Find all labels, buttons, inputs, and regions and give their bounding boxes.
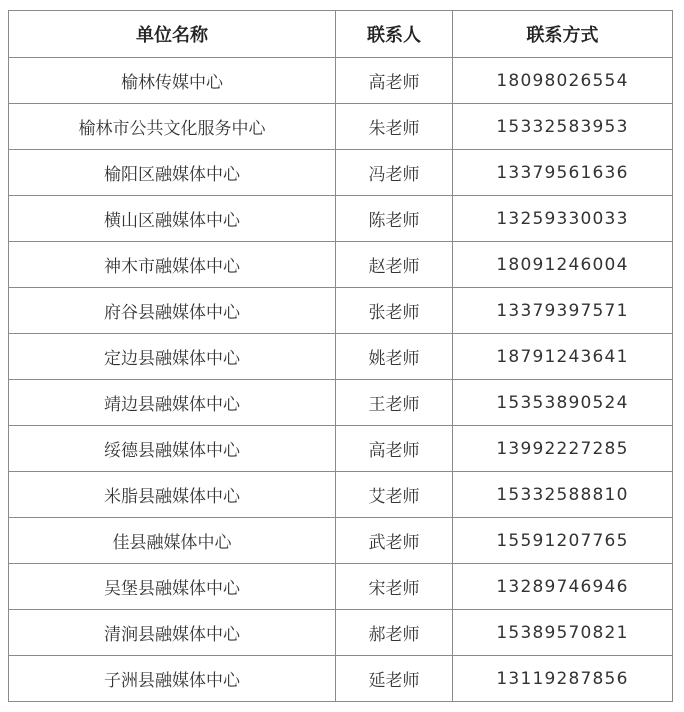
table-row (9, 58, 673, 104)
unit-name-cell: 清涧县融媒体中心 (9, 610, 336, 656)
header-contact-person: 联系人 (336, 11, 453, 58)
phone-cell: 13119287856 (453, 656, 673, 702)
unit-name-cell: 吴堡县融媒体中心 (9, 564, 336, 610)
table-row (9, 196, 673, 242)
unit-name-cell: 神木市融媒体中心 (9, 242, 336, 288)
phone-cell: 18098026554 (453, 58, 673, 104)
unit-name-cell: 榆林市公共文化服务中心 (9, 104, 336, 150)
contact-person-cell: 张老师 (336, 288, 453, 334)
unit-name-cell: 佳县融媒体中心 (9, 518, 336, 564)
contact-table (8, 10, 673, 702)
phone-cell: 13289746946 (453, 564, 673, 610)
unit-name-cell: 府谷县融媒体中心 (9, 288, 336, 334)
table-row (9, 656, 673, 702)
phone-cell: 15332588810 (453, 472, 673, 518)
header-row (9, 11, 673, 58)
phone-cell: 18791243641 (453, 334, 673, 380)
table-row (9, 426, 673, 472)
table-row (9, 104, 673, 150)
table-row (9, 518, 673, 564)
table-row (9, 150, 673, 196)
phone-cell: 13379397571 (453, 288, 673, 334)
header-unit-name: 单位名称 (9, 11, 336, 58)
table-row (9, 380, 673, 426)
table-row (9, 242, 673, 288)
contact-person-cell: 王老师 (336, 380, 453, 426)
contact-person-cell: 宋老师 (336, 564, 453, 610)
table-row (9, 288, 673, 334)
unit-name-cell: 米脂县融媒体中心 (9, 472, 336, 518)
contact-person-cell: 艾老师 (336, 472, 453, 518)
phone-cell: 13379561636 (453, 150, 673, 196)
contact-person-cell: 朱老师 (336, 104, 453, 150)
contact-person-cell: 延老师 (336, 656, 453, 702)
table-row (9, 564, 673, 610)
unit-name-cell: 定边县融媒体中心 (9, 334, 336, 380)
table-row (9, 334, 673, 380)
table-row (9, 610, 673, 656)
contact-person-cell: 高老师 (336, 426, 453, 472)
contact-person-cell: 郝老师 (336, 610, 453, 656)
unit-name-cell: 靖边县融媒体中心 (9, 380, 336, 426)
phone-cell: 13259330033 (453, 196, 673, 242)
table-row (9, 472, 673, 518)
contact-person-cell: 冯老师 (336, 150, 453, 196)
phone-cell: 15332583953 (453, 104, 673, 150)
contact-person-cell: 高老师 (336, 58, 453, 104)
phone-cell: 15389570821 (453, 610, 673, 656)
unit-name-cell: 子洲县融媒体中心 (9, 656, 336, 702)
unit-name-cell: 横山区融媒体中心 (9, 196, 336, 242)
unit-name-cell: 榆阳区融媒体中心 (9, 150, 336, 196)
unit-name-cell: 绥德县融媒体中心 (9, 426, 336, 472)
unit-name-cell: 榆林传媒中心 (9, 58, 336, 104)
contact-person-cell: 姚老师 (336, 334, 453, 380)
contact-person-cell: 赵老师 (336, 242, 453, 288)
phone-cell: 13992227285 (453, 426, 673, 472)
phone-cell: 15591207765 (453, 518, 673, 564)
header-contact-method: 联系方式 (453, 11, 673, 58)
phone-cell: 15353890524 (453, 380, 673, 426)
phone-cell: 18091246004 (453, 242, 673, 288)
contact-person-cell: 陈老师 (336, 196, 453, 242)
contact-person-cell: 武老师 (336, 518, 453, 564)
